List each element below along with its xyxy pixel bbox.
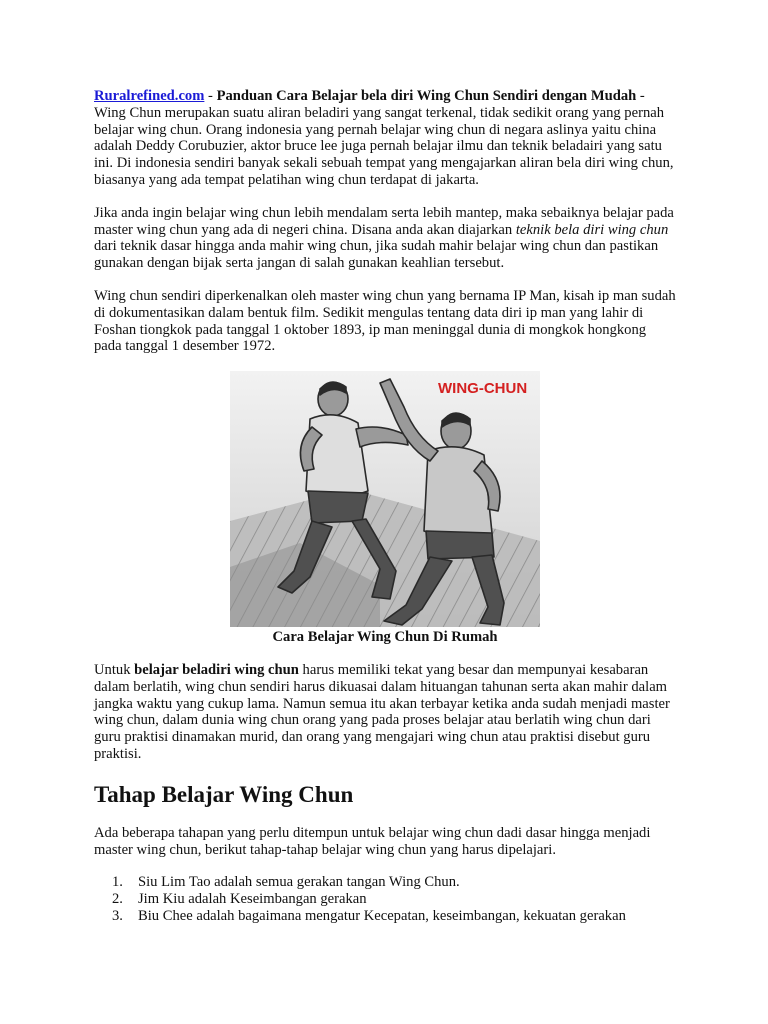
paragraph-3: Wing chun sendiri diperkenalkan oleh master wing chun yang bernama IP Man, kisah ip man sudah di dokumentasikan dalam bentuk film. Sedikit mengulas tentang data diri ip man yang lahir di Foshan tiongkok pada tanggal 1 oktober 1893, ip man meninggal dunia di mongkok hongkong pada tanggal 1 desember 1972. (94, 287, 676, 355)
article-body (94, 88, 676, 925)
paragraph-4-text-a: Untuk (94, 661, 135, 678)
paragraph-5: Ada beberapa tahapan yang perlu ditempun untuk belajar wing chun dadi dasar hingga menjadi master wing chun, berikut tahap-tahap belajar wing chun yang harus dipelajari. (94, 824, 651, 858)
list-number: 2. (112, 891, 123, 908)
intro-paragraph (94, 88, 676, 189)
wing-chun-illustration (230, 371, 540, 627)
title-separator: - (204, 88, 217, 104)
site-link[interactable]: Ruralrefined.com (94, 88, 205, 104)
list-text: Siu Lim Tao adalah semua gerakan tangan Wing Chun. (138, 874, 460, 891)
paragraph-4-text-b: harus memiliki tekat yang besar dan mempunyai kesabaran dalam berlatih, wing chun sendiri harus dikuasai dalam hituangan tahunan serta akan mahir dalam jangka waktu yang cukup lama. Namun semua itu akan terbayar ketika anda sudah menjadi master wing chun, dalam dunia wing chun orang yang pada proses belajar atau berlatih wing chun dari guru praktisi dinamakan murid, dan orang yang mengajari wing chun atau praktisi disebut guru praktisi. (94, 661, 670, 762)
section-heading: Tahap Belajar Wing Chun (94, 781, 354, 807)
article-figure (94, 371, 676, 646)
list-number: 3. (112, 907, 123, 924)
paragraph-2 (94, 205, 676, 272)
paragraph-2-text-b: dari teknik dasar hingga anda mahir wing chun, jika sudah mahir belajar wing chun dan pastikan gunakan dengan bijak serta jangan di salah gunakan keahlian tersebut. (94, 238, 659, 272)
intro-text: - Wing Chun merupakan suatu aliran beladiri yang sangat terkenal, tidak sedikit orang yang pernah belajar wing chun. Orang indonesia yang pernah belajar wing chun di negara aslinya yaitu china adalah Deddy Corubuzier, aktor bruce lee juga pernah belajar ilmu dan teknik beladairi yang satu ini. Di indonesia sendiri banyak sekali sebuah tempat yang mengajarkan aliran bela diri wing chun, biasanya yang ada tempat pelatihan wing chun terdapat di jakarta. (94, 88, 674, 188)
paragraph-4-bold: belajar beladiri wing chun (134, 661, 299, 678)
figure-caption: Cara Belajar Wing Chun Di Rumah (272, 629, 498, 646)
list-item (94, 891, 676, 908)
paragraph-4 (94, 662, 676, 763)
list-item (94, 874, 676, 891)
steps-list (94, 874, 676, 924)
list-number: 1. (112, 874, 123, 891)
list-text: Biu Chee adalah bagaimana mengatur Kecepatan, keseimbangan, kekuatan gerakan (138, 907, 626, 924)
paragraph-2-italic: teknik bela diri wing chun (515, 221, 669, 238)
list-item (94, 908, 676, 925)
paragraph-2-text-a: Jika anda ingin belajar wing chun lebih mendalam serta lebih mantep, maka sebaiknya belajar pada master wing chun yang ada di negeri china. Disana anda akan diajarkan (94, 204, 674, 238)
article-title: Panduan Cara Belajar bela diri Wing Chun Sendiri dengan Mudah (216, 88, 637, 104)
image-title-label: WING-CHUN (438, 380, 528, 398)
list-text: Jim Kiu adalah Keseimbangan gerakan (138, 891, 367, 908)
